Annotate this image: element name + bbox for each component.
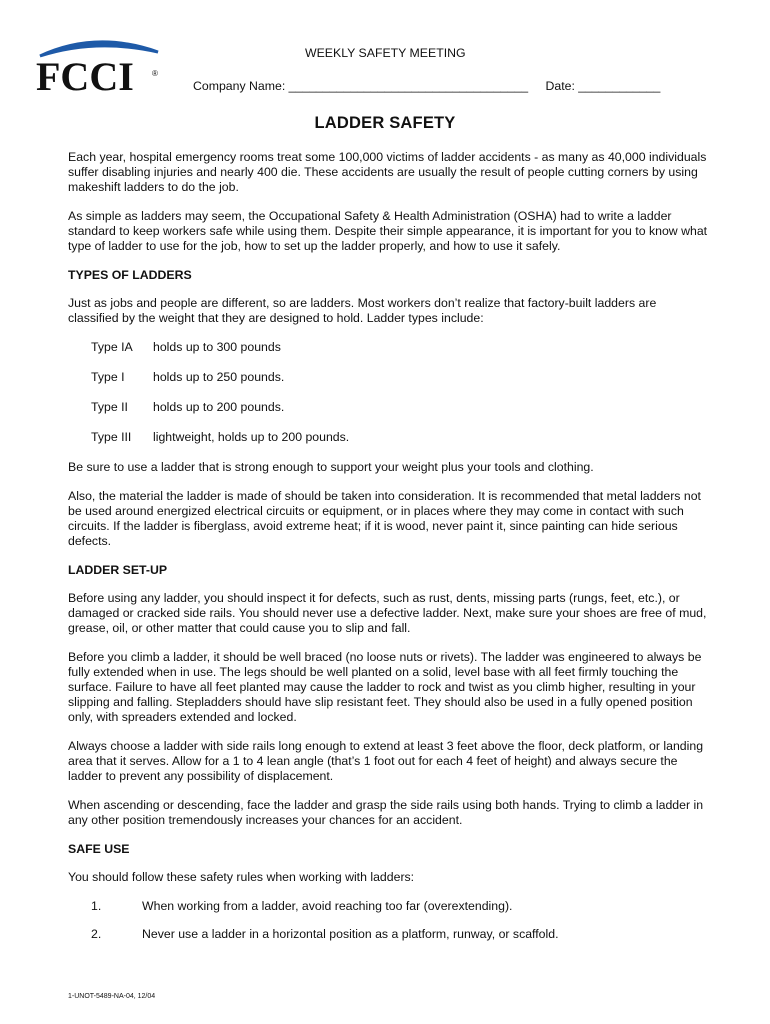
ladder-type-code: Type I	[91, 370, 125, 384]
document-body	[68, 150, 708, 955]
rule-number: 2.	[91, 927, 102, 941]
ladder-type-row	[68, 340, 708, 355]
logo-wordmark: FCCI	[36, 54, 134, 96]
ladder-type-code: Type IA	[91, 340, 133, 354]
setup-paragraph: Before using any ladder, you should inspect it for defects, such as rust, dents, missing parts (rungs, feet, etc.), or damaged or cracked side rails. You should never use a defective ladder. Next, make sure your shoes are free of mud, grease, oil, or other matter that could cause you to slip and fall.	[68, 591, 707, 635]
ladder-type-desc: lightweight, holds up to 200 pounds.	[153, 430, 350, 444]
types-followup: Also, the material the ladder is made of should be taken into consideration. It is recommended that metal ladders not be used around energized electrical circuits or equipment, or in places where they may come in contact with such circuits. If the ladder is fiberglass, avoid extreme heat; if it is wood, never paint it, since painting can hide serious defects.	[68, 489, 701, 548]
setup-paragraph: Always choose a ladder with side rails long enough to extend at least 3 feet above the floor, deck platform, or landing area that it serves. Allow for a 1 to 4 lean angle (that’s 1 foot out for each 4 feet of height) and always secure the ladder to prevent any possibility of displacement.	[68, 739, 704, 783]
safe-use-intro: You should follow these safety rules when working with ladders:	[68, 870, 415, 884]
rule-text: When working from a ladder, avoid reaching too far (overextending).	[142, 899, 513, 913]
ladder-type-desc: holds up to 300 pounds	[153, 340, 281, 354]
ladder-type-desc: holds up to 200 pounds.	[153, 400, 285, 414]
ladder-type-code: Type III	[91, 430, 132, 444]
safety-rule	[68, 899, 708, 914]
page-title: LADDER SAFETY	[314, 114, 456, 132]
date-field: Date: ____________	[545, 79, 661, 93]
ladder-type-row	[68, 400, 708, 415]
types-intro: Just as jobs and people are different, so are ladders. Most workers don’t realize that factory-built ladders are classified by the weight that they are designed to hold. Ladder types include:	[68, 296, 657, 325]
meeting-title: WEEKLY SAFETY MEETING	[305, 46, 466, 60]
types-followup: Be sure to use a ladder that is strong enough to support your weight plus your tools and clothing.	[68, 460, 594, 474]
intro-paragraph: Each year, hospital emergency rooms treat some 100,000 victims of ladder accidents - as many as 40,000 individuals suffer disabling injuries and nearly 400 die. These accidents are usually the result of people cutting corners by using makeshift ladders to do the job.	[68, 150, 707, 194]
safety-rule	[68, 927, 708, 942]
section-heading-setup: LADDER SET-UP	[68, 563, 168, 577]
fcci-logo-graphic	[34, 34, 164, 96]
ladder-type-code: Type II	[91, 400, 128, 414]
section-heading-safe-use: SAFE USE	[68, 842, 130, 856]
rule-number: 1.	[91, 899, 102, 913]
logo-registered-mark: ®	[152, 69, 158, 78]
rule-text: Never use a ladder in a horizontal position as a platform, runway, or scaffold.	[142, 927, 559, 941]
section-heading-types: TYPES OF LADDERS	[68, 268, 192, 282]
ladder-type-desc: holds up to 250 pounds.	[153, 370, 285, 384]
setup-paragraph: Before you climb a ladder, it should be well braced (no loose nuts or rivets). The ladder was engineered to always be fully extended when in use. The legs should be well planted on a solid, level base with all feet firmly touching the surface. Failure to have all feet planted may cause the ladder to rock and twist as you climb higher, resulting in your slipping and falling. Stepladders should have slip resistant feet. They should also be used in a fully opened position only, with spreaders extended and locked.	[68, 650, 702, 724]
ladder-type-row	[68, 370, 708, 385]
document-footer-code: 1-UNOT-5489-NA-04, 12/04	[68, 993, 156, 1000]
company-name-field: Company Name: ___________________________________	[193, 79, 529, 93]
ladder-type-row	[68, 430, 708, 445]
setup-paragraph: When ascending or descending, face the ladder and grasp the side rails using both hands. Trying to climb a ladder in any other position tremendously increases your chances for an accident.	[68, 798, 704, 827]
fcci-logo	[34, 34, 164, 96]
header-fields	[193, 79, 660, 93]
intro-paragraph: As simple as ladders may seem, the Occupational Safety & Health Administration (OSHA) had to write a ladder standard to keep workers safe while using them. Despite their simple appearance, it is important for you to know what type of ladder to use for the job, how to set up the ladder properly, and how to use it safely.	[68, 209, 708, 253]
